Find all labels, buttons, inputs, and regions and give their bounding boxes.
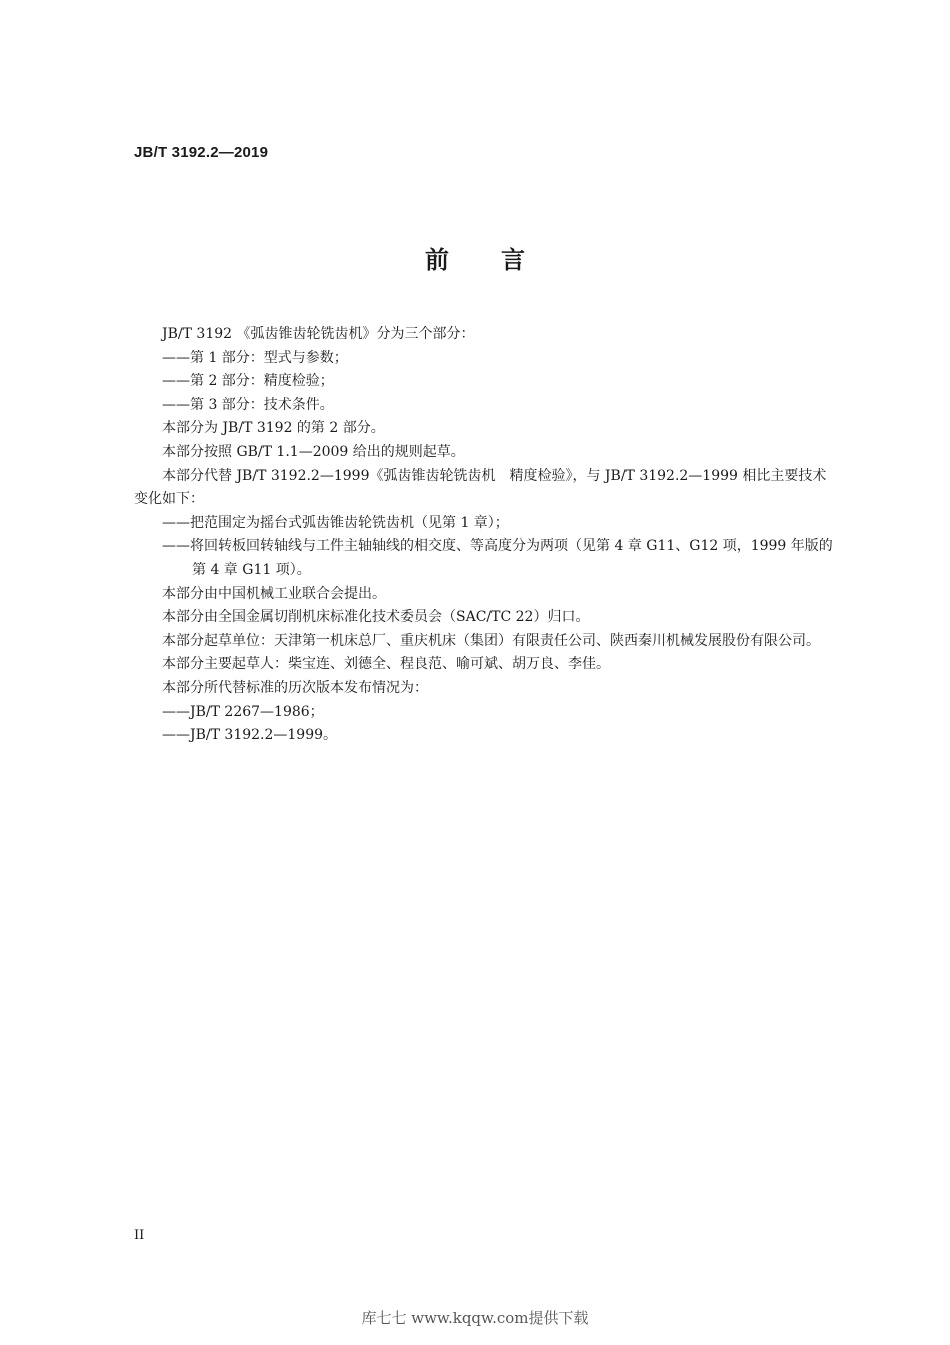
paragraph-drafters: 本部分主要起草人：柴宝连、刘德全、程良范、喻可斌、胡万良、李佳。: [162, 656, 610, 673]
page-title: 前言: [425, 246, 577, 274]
foreword-body: [134, 323, 840, 748]
list-item-history-1: ——JB/T 2267—1986；: [162, 703, 324, 720]
paragraph-replaces: 本部分代替 JB/T 3192.2—1999《弧齿锥齿轮铣齿机 精度检验》，与 JB/T 3192.2—1999 相比主要技术变化如下：: [134, 467, 827, 508]
document-code: JB/T 3192.2—2019: [134, 144, 269, 161]
paragraph-centralized-by: 本部分由全国金属切削机床标准化技术委员会（SAC/TC 22）归口。: [162, 609, 590, 626]
list-item-part-3: ——第 3 部分：技术条件。: [162, 396, 334, 413]
paragraph-drafting-units: 本部分起草单位：天津第一机床总厂、重庆机床（集团）有限责任公司、陕西秦川机械发展股份有限公司。: [162, 632, 820, 649]
paragraph-parts-intro: JB/T 3192 《弧齿锥齿轮铣齿机》分为三个部分：: [162, 326, 475, 342]
download-footer: 库七七 www.kqqw.com提供下载: [361, 1309, 589, 1327]
page-number: II: [134, 1228, 145, 1243]
list-item-part-1: ——第 1 部分：型式与参数；: [162, 349, 348, 366]
paragraph-history-intro: 本部分所代替标准的历次版本发布情况为：: [162, 679, 428, 696]
paragraph-drafting-rules: 本部分按照 GB/T 1.1—2009 给出的规则起草。: [162, 443, 465, 460]
list-item-change-1: ——把范围定为摇台式弧齿锥齿轮铣齿机（见第 1 章）；: [162, 514, 509, 531]
paragraph-proposed-by: 本部分由中国机械工业联合会提出。: [162, 585, 386, 602]
paragraph-this-part: 本部分为 JB/T 3192 的第 2 部分。: [162, 420, 385, 437]
list-item-change-2: ——将回转板回转轴线与工件主轴轴线的相交度、等高度分为两项（见第 4 章 G11、G12 项，1999 年版的第 4 章 G11 项）。: [162, 538, 833, 578]
list-item-part-2: ——第 2 部分：精度检验；: [162, 373, 334, 390]
list-item-history-2: ——JB/T 3192.2—1999。: [162, 727, 338, 744]
